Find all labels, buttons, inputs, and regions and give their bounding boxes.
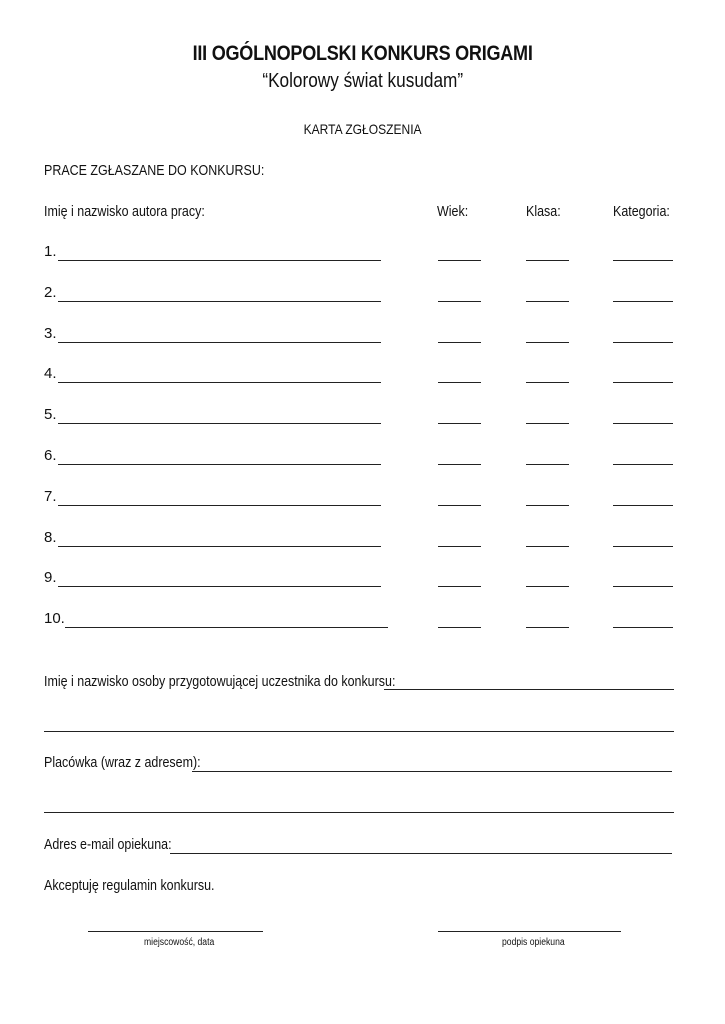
entry-class-field[interactable] — [526, 546, 569, 547]
entry-author-field[interactable] — [58, 586, 381, 587]
column-header-class: Klasa: — [526, 204, 561, 220]
entries-section-heading: PRACE ZGŁASZANE DO KONKURSU: — [44, 163, 265, 179]
column-header-age: Wiek: — [437, 204, 469, 220]
entry-category-field[interactable] — [613, 260, 673, 261]
entry-category-field[interactable] — [613, 546, 673, 547]
entry-class-field[interactable] — [526, 464, 569, 465]
institution-field[interactable] — [192, 771, 672, 772]
entry-author-field[interactable] — [58, 342, 381, 343]
entry-author-field[interactable] — [58, 505, 381, 506]
place-date-line[interactable] — [88, 931, 263, 932]
entry-age-field[interactable] — [438, 301, 481, 302]
email-field[interactable] — [170, 853, 672, 854]
entry-age-field[interactable] — [438, 423, 481, 424]
entry-class-field[interactable] — [526, 382, 569, 383]
entry-author-field[interactable] — [58, 464, 381, 465]
entry-age-field[interactable] — [438, 586, 481, 587]
entry-author-field[interactable] — [58, 260, 381, 261]
guardian-signature-line[interactable] — [438, 931, 621, 932]
entry-age-field[interactable] — [438, 382, 481, 383]
entry-category-field[interactable] — [613, 423, 673, 424]
entry-row-number: 9. — [44, 569, 57, 586]
entry-class-field[interactable] — [526, 260, 569, 261]
contest-title: III OGÓLNOPOLSKI KONKURS ORIGAMI — [192, 42, 533, 65]
entry-row-number: 5. — [44, 406, 57, 423]
entry-age-field[interactable] — [438, 464, 481, 465]
entry-age-field[interactable] — [438, 627, 481, 628]
entry-row-number: 7. — [44, 488, 57, 505]
entry-class-field[interactable] — [526, 586, 569, 587]
entry-category-field[interactable] — [613, 464, 673, 465]
entry-author-field[interactable] — [58, 301, 381, 302]
entry-row-number: 3. — [44, 325, 57, 342]
institution-label: Placówka (wraz z adresem): — [44, 755, 201, 771]
entry-row-number: 2. — [44, 284, 57, 301]
entry-category-field[interactable] — [613, 586, 673, 587]
place-date-caption: miejscowość, data — [144, 937, 215, 948]
entry-author-field[interactable] — [58, 423, 381, 424]
entry-age-field[interactable] — [438, 260, 481, 261]
teacher-name-field-continuation[interactable] — [44, 731, 674, 732]
entry-row-number: 8. — [44, 529, 57, 546]
teacher-name-field[interactable] — [384, 689, 674, 690]
entry-class-field[interactable] — [526, 627, 569, 628]
entry-class-field[interactable] — [526, 423, 569, 424]
entry-age-field[interactable] — [438, 505, 481, 506]
entry-row-number: 6. — [44, 447, 57, 464]
rules-acceptance-text: Akceptuję regulamin konkursu. — [44, 878, 215, 894]
entry-age-field[interactable] — [438, 546, 481, 547]
column-header-author: Imię i nazwisko autora pracy: — [44, 204, 205, 220]
entry-category-field[interactable] — [613, 627, 673, 628]
entry-row-number: 1. — [44, 243, 57, 260]
contest-subtitle: “Kolorowy świat kusudam” — [262, 70, 463, 92]
entry-row-number: 10. — [44, 610, 65, 627]
entry-author-field[interactable] — [65, 627, 388, 628]
entry-category-field[interactable] — [613, 342, 673, 343]
entry-author-field[interactable] — [58, 382, 381, 383]
entry-category-field[interactable] — [613, 505, 673, 506]
entry-class-field[interactable] — [526, 505, 569, 506]
entry-class-field[interactable] — [526, 301, 569, 302]
entry-class-field[interactable] — [526, 342, 569, 343]
email-label: Adres e-mail opiekuna: — [44, 837, 172, 853]
guardian-signature-caption: podpis opiekuna — [502, 937, 565, 948]
entry-category-field[interactable] — [613, 301, 673, 302]
institution-field-continuation[interactable] — [44, 812, 674, 813]
form-title: KARTA ZGŁOSZENIA — [303, 121, 422, 137]
teacher-name-label: Imię i nazwisko osoby przygotowującej uczestnika do konkursu: — [44, 674, 396, 690]
entry-age-field[interactable] — [438, 342, 481, 343]
entry-row-number: 4. — [44, 365, 57, 382]
column-header-category: Kategoria: — [613, 204, 670, 220]
entry-author-field[interactable] — [58, 546, 381, 547]
entry-category-field[interactable] — [613, 382, 673, 383]
